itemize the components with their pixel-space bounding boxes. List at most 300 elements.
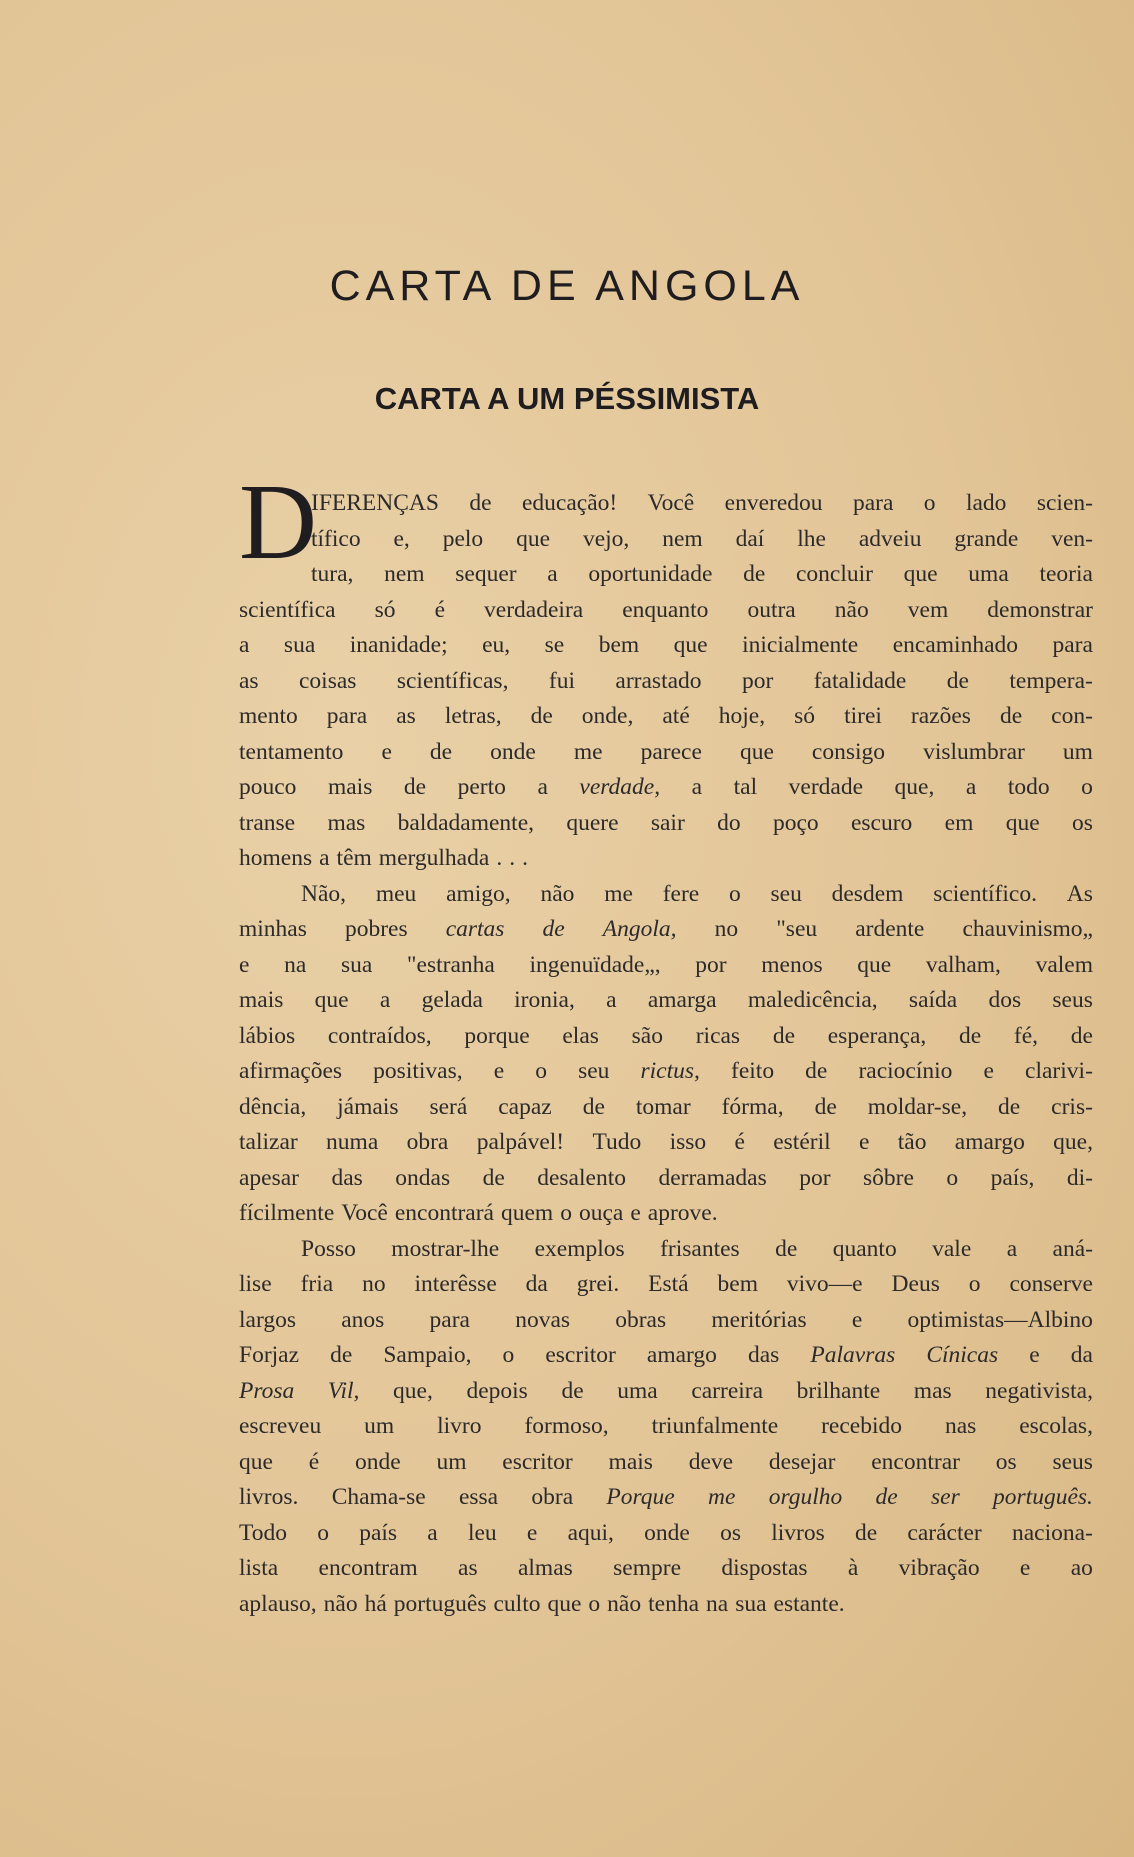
word: grei.	[576, 1271, 620, 1297]
text-line	[239, 1196, 1093, 1232]
word: escolas,	[1019, 1413, 1093, 1439]
word: têm	[336, 845, 372, 871]
text-line	[239, 664, 1093, 700]
word: dos	[988, 987, 1022, 1013]
word: ven-	[1051, 525, 1093, 552]
word: para	[326, 703, 368, 729]
word: Todo	[239, 1519, 287, 1546]
word: anos	[341, 1306, 385, 1333]
word: jámais	[337, 1093, 399, 1120]
word: país	[359, 1519, 398, 1546]
word: lise	[239, 1271, 272, 1297]
text-line	[239, 1125, 1093, 1161]
word: rictus,	[640, 1058, 700, 1084]
text-line	[239, 1161, 1093, 1197]
word: verdade,	[579, 774, 661, 800]
word: ao	[1070, 1555, 1093, 1581]
word: fere	[662, 880, 700, 907]
word: e	[1029, 1342, 1040, 1368]
word: razões	[910, 703, 971, 729]
word: vale	[932, 1235, 972, 1262]
word: esperança,	[827, 1022, 927, 1049]
word: Prosa	[239, 1377, 295, 1404]
word: e,	[393, 525, 410, 552]
word: Chama-se	[331, 1484, 426, 1510]
word: escuro	[850, 809, 913, 836]
word: por	[695, 951, 727, 978]
word: o	[588, 1590, 601, 1617]
word: lábios	[239, 1022, 296, 1049]
word: fícilmente	[239, 1200, 335, 1226]
word: sair	[650, 809, 685, 836]
word: .	[496, 845, 503, 871]
word: formoso,	[524, 1413, 609, 1439]
word: que	[239, 1448, 273, 1475]
text-line	[239, 770, 1093, 806]
word: con-	[1051, 703, 1093, 729]
word: no	[714, 916, 739, 942]
word: que	[314, 987, 349, 1013]
page-title: CARTA DE ANGOLA	[329, 262, 805, 310]
word: de	[330, 1342, 353, 1368]
word: minhas	[239, 916, 307, 942]
word: fui	[548, 667, 575, 694]
word: não	[607, 1590, 642, 1617]
word: são	[631, 1022, 663, 1049]
word: os	[1071, 809, 1093, 836]
word: português	[393, 1590, 487, 1617]
word: maledicência,	[747, 987, 878, 1013]
word: consigo	[811, 738, 886, 765]
word: de	[958, 1022, 982, 1049]
word: almas	[517, 1555, 573, 1581]
word: conserve	[1009, 1271, 1093, 1297]
word: verdadeira	[484, 596, 584, 623]
word: novas	[515, 1306, 571, 1333]
word: onde	[490, 738, 536, 765]
word: interêsse	[414, 1271, 497, 1297]
word: de	[805, 1058, 828, 1084]
word: não	[834, 596, 869, 623]
word: e	[630, 1200, 641, 1226]
word: de	[1070, 1022, 1093, 1049]
word: ironia,	[514, 987, 575, 1013]
word: é	[434, 596, 445, 623]
word: ser	[931, 1484, 960, 1510]
word: que	[516, 525, 551, 552]
text-line	[239, 1516, 1093, 1552]
word: escritor	[502, 1448, 573, 1475]
word: tempera-	[1009, 667, 1093, 694]
word: vivo—e	[786, 1271, 863, 1297]
word: livro	[437, 1413, 482, 1439]
word: parece	[640, 738, 702, 765]
word: quem	[500, 1200, 554, 1226]
word: de	[403, 774, 427, 800]
word: amigo,	[446, 880, 511, 907]
word: uma	[968, 561, 1009, 587]
word: só	[374, 596, 396, 623]
text-line	[239, 486, 1093, 522]
word: Você	[341, 1200, 388, 1226]
word: lista	[239, 1555, 279, 1581]
word: que,	[894, 774, 935, 800]
word: vibração	[898, 1555, 980, 1581]
word: derramadas	[658, 1164, 767, 1191]
word: e	[239, 951, 250, 978]
word: bem	[598, 632, 640, 658]
word: sempre	[613, 1555, 682, 1581]
word: seus	[1052, 987, 1093, 1013]
text-line	[239, 1090, 1093, 1126]
word: concluir	[795, 561, 873, 587]
word: o	[728, 880, 741, 907]
word: lado	[965, 490, 1007, 516]
word: Posso	[301, 1235, 356, 1262]
word: para	[429, 1306, 470, 1333]
word: arrastado	[615, 667, 702, 694]
text-line	[239, 628, 1093, 664]
word: para	[852, 490, 894, 516]
word: essa	[458, 1484, 499, 1510]
word: coisas	[299, 667, 357, 694]
word: tífico	[311, 525, 361, 552]
word: bem	[717, 1271, 758, 1297]
word: "estranha	[406, 951, 495, 978]
word: cris-	[1051, 1093, 1093, 1120]
word: de	[814, 1093, 837, 1120]
word: leu	[467, 1519, 497, 1546]
word: escreveu	[239, 1413, 322, 1439]
text-line	[239, 735, 1093, 771]
word: Forjaz	[239, 1342, 300, 1368]
word: o	[923, 490, 936, 516]
word: Cínicas	[926, 1342, 999, 1368]
word: e	[858, 1129, 870, 1155]
word: que	[547, 1590, 582, 1617]
word: de	[875, 1484, 898, 1510]
word: Está	[648, 1271, 689, 1297]
word: de	[530, 703, 553, 729]
word: o	[560, 1200, 572, 1226]
word: encontrará	[394, 1200, 494, 1226]
word: talizar	[239, 1129, 298, 1155]
text-line	[239, 1587, 1093, 1623]
word: transe	[239, 809, 296, 836]
word: será	[429, 1093, 468, 1120]
body-text	[239, 486, 1093, 1622]
word: quere	[566, 809, 619, 836]
word: Angola,	[602, 916, 677, 942]
word: saída	[908, 987, 958, 1013]
word: o	[946, 1164, 959, 1191]
word: mostrar-lhe	[391, 1235, 500, 1262]
word: um	[364, 1413, 395, 1439]
word: .	[509, 845, 516, 871]
word: tirei	[844, 703, 882, 729]
word: nem	[662, 525, 703, 552]
word: amargo	[954, 1129, 1025, 1155]
word: enveredou	[724, 490, 823, 516]
word: amarga	[647, 987, 717, 1013]
word: só	[794, 703, 816, 729]
word: negativista,	[985, 1377, 1093, 1404]
word: seu	[578, 1058, 610, 1084]
word: de	[999, 703, 1023, 729]
word: ricas	[695, 1022, 741, 1049]
word: culto	[493, 1590, 541, 1617]
word: hoje,	[718, 703, 766, 729]
word: de	[775, 1235, 798, 1262]
word: de	[482, 1164, 505, 1191]
word: sôbre	[863, 1164, 914, 1191]
word: a	[691, 774, 703, 800]
word: brilhante	[796, 1377, 881, 1404]
word: pobres	[344, 916, 408, 942]
word: encontram	[318, 1555, 418, 1581]
word: mas	[327, 809, 366, 836]
word: português.	[993, 1484, 1093, 1510]
word: o	[502, 1342, 515, 1368]
word: estéril	[773, 1129, 831, 1155]
word: Palavras	[810, 1342, 896, 1368]
word: As	[1066, 880, 1093, 907]
word: desdem	[831, 880, 904, 907]
word: a	[1006, 1235, 1018, 1262]
word: que	[1005, 809, 1040, 836]
text-line	[239, 557, 1093, 593]
word: Vil,	[327, 1377, 360, 1404]
word: homens	[239, 845, 313, 871]
text-line	[239, 948, 1093, 984]
word: um	[436, 1448, 467, 1475]
word: aplauso,	[239, 1590, 317, 1617]
text-line	[239, 1267, 1093, 1303]
word: afirmações	[239, 1058, 343, 1084]
word: naciona-	[1011, 1519, 1093, 1546]
word: numa	[326, 1129, 379, 1155]
text-line	[239, 1374, 1093, 1410]
word: Você	[647, 490, 695, 516]
word: se	[544, 632, 565, 658]
word: .	[522, 845, 528, 871]
word: me	[573, 738, 603, 765]
word: a	[427, 1519, 438, 1546]
word: ouça	[578, 1200, 624, 1226]
word: moldar-se,	[867, 1093, 968, 1120]
word: e	[493, 1058, 505, 1084]
word: seus	[1052, 1448, 1093, 1475]
word: tomar	[635, 1093, 691, 1120]
word: demonstrar	[987, 596, 1093, 623]
text-line	[239, 806, 1093, 842]
text-line	[239, 841, 1093, 877]
word: largos	[239, 1306, 297, 1333]
word: quanto	[832, 1235, 897, 1262]
word: de	[469, 490, 492, 516]
word: tura,	[311, 561, 354, 587]
word: tal	[733, 774, 758, 800]
word: cartas	[445, 916, 505, 942]
word: gelada	[421, 987, 483, 1013]
word: de	[998, 1093, 1021, 1120]
word: triunfalmente	[651, 1413, 779, 1439]
word: lhe	[797, 525, 826, 552]
word: e	[381, 738, 392, 765]
word: a	[965, 774, 977, 800]
word: mais	[327, 774, 373, 800]
word: o	[535, 1058, 547, 1084]
word: orgulho	[768, 1484, 843, 1510]
word: carácter	[907, 1519, 982, 1546]
word: valham,	[925, 951, 1001, 978]
word: desalento	[537, 1164, 626, 1191]
word: as	[239, 667, 259, 694]
text-line	[239, 699, 1093, 735]
text-line	[239, 877, 1093, 913]
word: "seu	[776, 916, 818, 942]
word: mas	[913, 1377, 952, 1404]
word: obra	[531, 1484, 574, 1510]
word: inicialmente	[742, 632, 859, 658]
text-line	[239, 522, 1093, 558]
word: me	[708, 1484, 736, 1510]
word: perto	[457, 774, 506, 800]
word: menos	[761, 951, 823, 978]
word: meu	[375, 880, 417, 907]
word: tenha	[648, 1590, 699, 1617]
word: baldadamente,	[397, 809, 535, 836]
word: no	[362, 1271, 386, 1297]
text-line	[239, 1232, 1093, 1268]
word: para	[1052, 632, 1093, 658]
word: grande	[954, 525, 1019, 552]
word: que	[903, 561, 938, 587]
word: depois	[466, 1377, 528, 1404]
word: mais	[608, 1448, 653, 1475]
word: clarivi-	[1025, 1058, 1093, 1084]
word: capaz	[498, 1093, 552, 1120]
word: o	[1081, 774, 1093, 800]
word: sua	[283, 632, 316, 658]
word: vislumbrar	[923, 738, 1025, 765]
word: IFERENÇAS	[311, 490, 439, 516]
text-line	[239, 1480, 1093, 1516]
word: scientífico.	[933, 880, 1037, 907]
drop-cap: D	[239, 463, 317, 582]
word: das	[331, 1164, 363, 1191]
word: de	[743, 561, 766, 587]
word: das	[748, 1342, 780, 1368]
word: o	[968, 1271, 981, 1297]
word: e	[983, 1058, 994, 1084]
word: elas	[562, 1022, 599, 1049]
word: a	[379, 987, 391, 1013]
word: exemplos	[534, 1235, 625, 1262]
word: porque	[464, 1022, 530, 1049]
word: por	[741, 667, 774, 694]
word: meritórias	[711, 1306, 807, 1333]
word: encaminhado	[892, 632, 1019, 658]
page-subtitle: CARTA A UM PÉSSIMISTA	[374, 381, 760, 416]
word: o	[317, 1519, 329, 1546]
word: daí	[735, 525, 765, 552]
word: raciocínio	[858, 1058, 953, 1084]
word: da	[525, 1271, 548, 1297]
word: inanidade;	[349, 632, 448, 658]
word: todo	[1007, 774, 1050, 800]
word: enquanto	[622, 596, 709, 623]
word: não	[540, 880, 575, 907]
word: palpável!	[476, 1129, 565, 1155]
text-line	[239, 1409, 1093, 1445]
word: desejar	[768, 1448, 836, 1475]
word: seu	[770, 880, 802, 907]
text-line	[239, 1551, 1093, 1587]
word: onde,	[581, 703, 634, 729]
word: fria	[300, 1271, 334, 1297]
word: mergulhada	[378, 845, 490, 871]
word: de	[854, 1519, 878, 1546]
word: valem	[1035, 951, 1093, 978]
word: recebido	[821, 1413, 903, 1439]
word: sua	[340, 951, 373, 978]
word: de	[946, 667, 969, 694]
word: scientíficas,	[396, 667, 509, 694]
word: até	[662, 703, 690, 729]
word: tão	[897, 1129, 927, 1155]
word: a	[239, 632, 250, 658]
text-line	[239, 1303, 1093, 1339]
word: onde	[644, 1519, 690, 1546]
word: positivas,	[373, 1058, 463, 1084]
word: nas	[944, 1413, 977, 1439]
word: na	[284, 951, 307, 978]
word: uma	[617, 1377, 658, 1404]
text-line	[239, 1019, 1093, 1055]
word: de	[429, 738, 453, 765]
word: e	[851, 1306, 863, 1333]
word: livros.	[239, 1484, 299, 1510]
word: isso	[669, 1129, 707, 1155]
word: livros	[771, 1519, 825, 1546]
word: os	[720, 1519, 741, 1546]
word: encontrar	[871, 1448, 960, 1475]
word: as	[458, 1555, 478, 1581]
word: há	[364, 1590, 387, 1617]
word: chauvinismo„	[962, 916, 1093, 942]
text-line	[239, 593, 1093, 629]
word: estante.	[773, 1590, 845, 1617]
word: onde	[354, 1448, 401, 1475]
word: fórma,	[721, 1093, 784, 1120]
word: é	[308, 1448, 320, 1475]
word: de	[582, 1093, 605, 1120]
word: fé,	[1013, 1022, 1039, 1049]
word: obras	[615, 1306, 667, 1333]
word: pouco	[239, 774, 297, 800]
word: aprove.	[647, 1200, 718, 1226]
word: di-	[1066, 1164, 1093, 1191]
word: sequer	[455, 561, 517, 587]
word: aqui,	[567, 1519, 614, 1546]
word: na	[706, 1590, 729, 1617]
word: os	[995, 1448, 1017, 1475]
word: que	[739, 738, 774, 765]
word: nem	[384, 561, 425, 587]
word: Tudo	[592, 1129, 642, 1155]
word: que	[857, 951, 892, 978]
